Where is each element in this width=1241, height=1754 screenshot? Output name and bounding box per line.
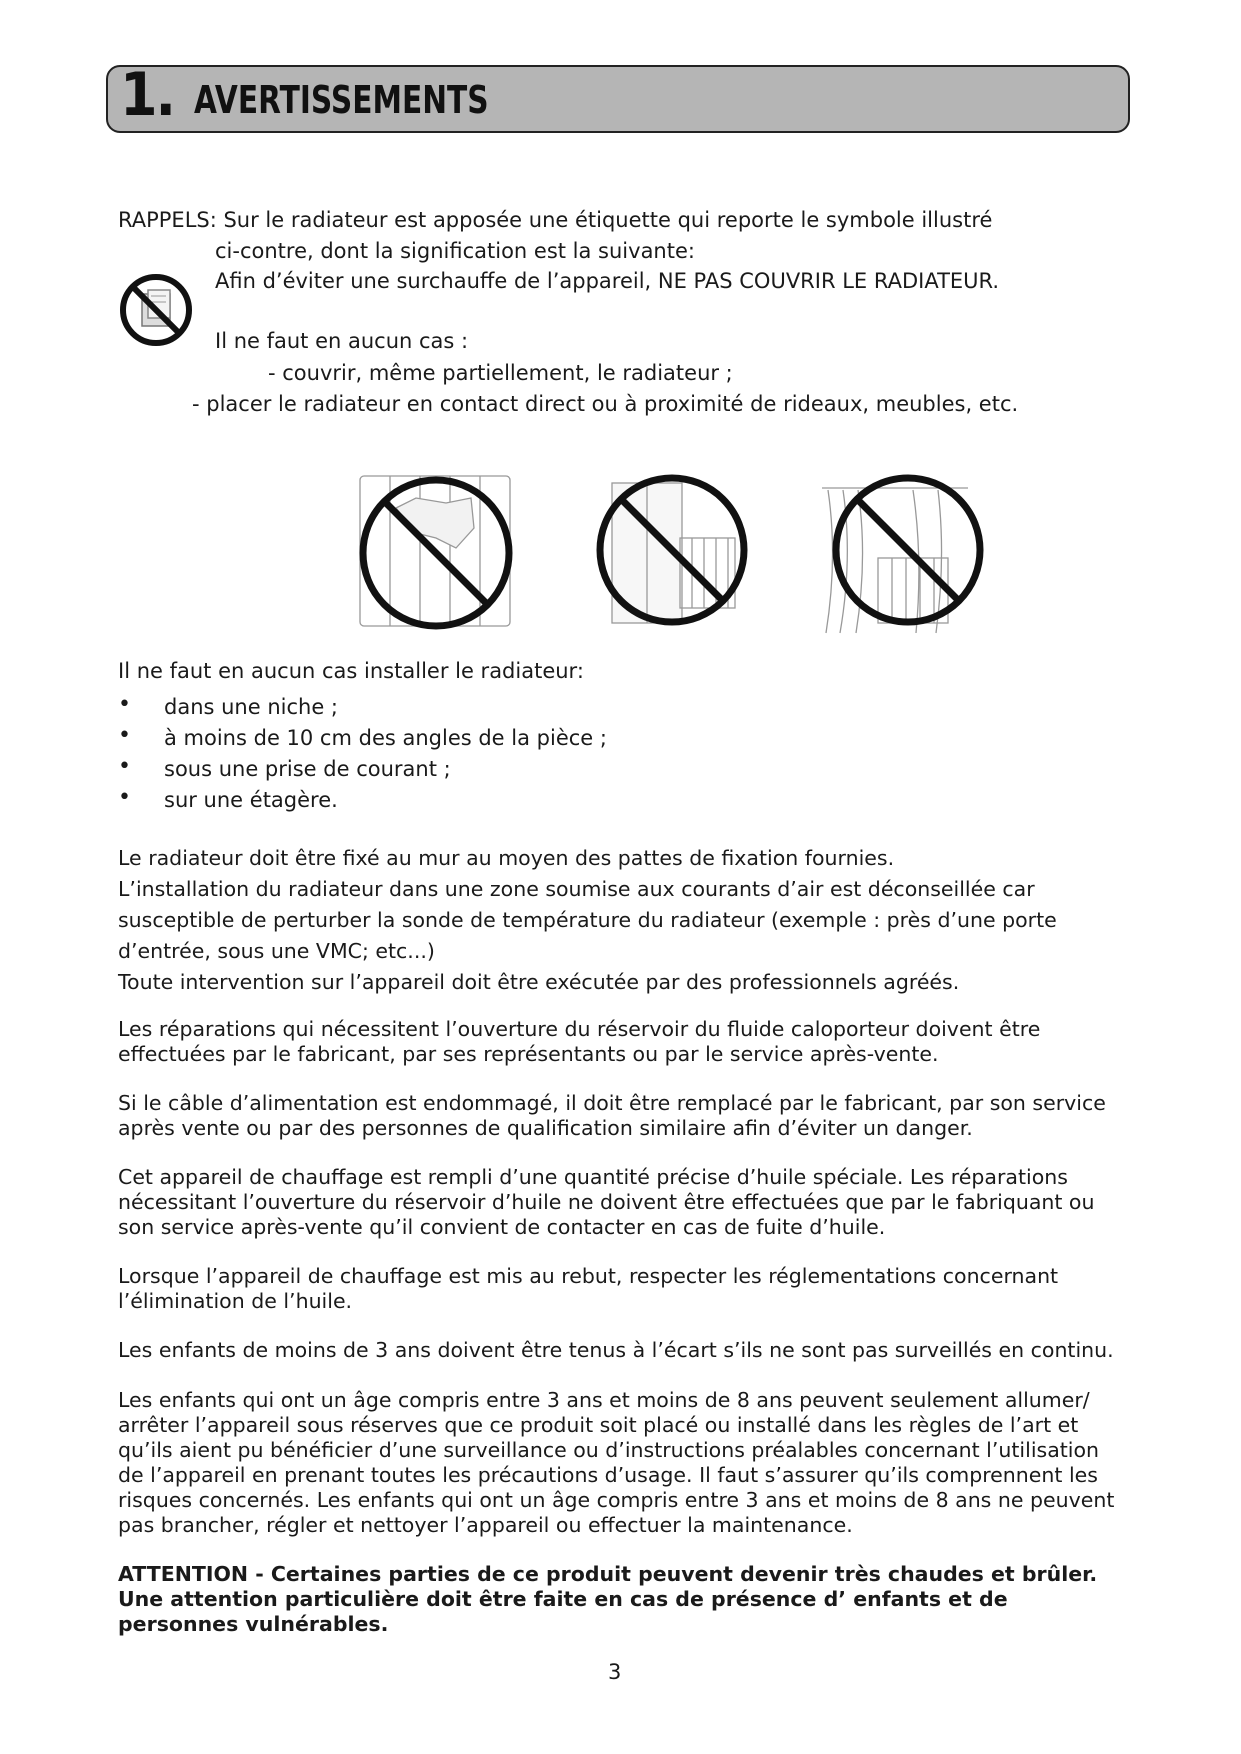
no-furniture-icon: [592, 468, 752, 628]
paragraph-intervention: Toute intervention sur l’appareil doit être exécutée par des professionnels agréés.: [118, 970, 960, 994]
rappels-line-6: - placer le radiateur en contact direct ou à proximité de rideaux, meubles, etc.: [192, 392, 1019, 416]
install-bullet-3: sous une prise de courant ;: [164, 757, 451, 781]
install-bullet-4: sur une étagère.: [164, 788, 338, 812]
install-bullet-1: dans une niche ;: [164, 695, 339, 719]
bullet-dot: •: [118, 785, 131, 810]
paragraph-enfants-8: Les enfants qui ont un âge compris entre 3 ans et moins de 8 ans peuvent seulement allumer/ arrêter l’appareil sous réserves que ce produit soit placé ou installé dans les règles de l’art et qu’ils aient pu bénéficier d’une surveillance ou d’instructions préalables concernant l’utilisation de l’appareil en prenant toutes les précautions d’usage. Il faut s’assurer qu’ils comprennent les risques concernés. Les enfants qui ont un âge compris entre 3 ans et moins de 8 ans ne peuvent pas brancher, régler et nettoyer l’appareil ou effectuer la maintenance.: [118, 1388, 1115, 1537]
section-title: AVERTISSEMENTS: [194, 78, 489, 122]
paragraph-enfants-3: Les enfants de moins de 3 ans doivent être tenus à l’écart s’ils ne sont pas surveillés en continu.: [118, 1338, 1114, 1362]
rappels-line-5: - couvrir, même partiellement, le radiateur ;: [268, 361, 733, 385]
bullet-dot: •: [118, 723, 131, 748]
paragraph-reparations: Les réparations qui nécessitent l’ouverture du réservoir du fluide caloporteur doivent être effectuées par le fabricant, par ses représentants ou par le service après-vente.: [118, 1017, 1041, 1066]
rappels-line-2: ci-contre, dont la signification est la suivante:: [215, 239, 695, 263]
paragraph-fixation: Le radiateur doit être fixé au mur au moyen des pattes de fixation fournies.: [118, 846, 895, 870]
no-cover-cloth-icon: [356, 468, 522, 634]
paragraph-courants: L’installation du radiateur dans une zone soumise aux courants d’air est déconseillée car susceptible de perturber la sonde de température du radiateur (exemple : près d’une porte d’entrée, sous une VMC; etc...): [118, 877, 1057, 963]
bullet-dot: •: [118, 754, 131, 779]
paragraph-rebut: Lorsque l’appareil de chauffage est mis au rebut, respecter les réglementations concernant l’élimination de l’huile.: [118, 1264, 1059, 1313]
no-curtain-icon: [818, 468, 988, 638]
bullet-dot: •: [118, 692, 131, 717]
rappels-line-4: Il ne faut en aucun cas :: [215, 329, 469, 353]
install-intro: Il ne faut en aucun cas installer le radiateur:: [118, 659, 584, 683]
page-number: 3: [608, 1660, 622, 1684]
install-bullet-2: à moins de 10 cm des angles de la pièce ;: [164, 726, 607, 750]
paragraph-attention: ATTENTION - Certaines parties de ce produit peuvent devenir très chaudes et brûler. Une attention particulière doit être faite en cas de présence d’ enfants et de personnes vulnérables.: [118, 1562, 1098, 1636]
paragraph-cable: Si le câble d’alimentation est endommagé, il doit être remplacé par le fabricant, par son service après vente ou par des personnes de qualification similaire afin d’éviter un danger.: [118, 1091, 1106, 1140]
section-number: 1.: [120, 60, 175, 130]
rappels-line-3: Afin d’éviter une surchauffe de l’appareil, NE PAS COUVRIR LE RADIATEUR.: [215, 269, 1000, 293]
paragraph-huile: Cet appareil de chauffage est rempli d’une quantité précise d’huile spéciale. Les réparations nécessitant l’ouverture du réservoir d’huile ne doivent être effectuées que par le fabriquant ou son service après-vente qu’il convient de contacter en cas de fuite d’huile.: [118, 1165, 1095, 1239]
no-cover-icon: [118, 272, 194, 348]
rappels-line-1: RAPPELS: Sur le radiateur est apposée une étiquette qui reporte le symbole illustré: [118, 208, 993, 232]
